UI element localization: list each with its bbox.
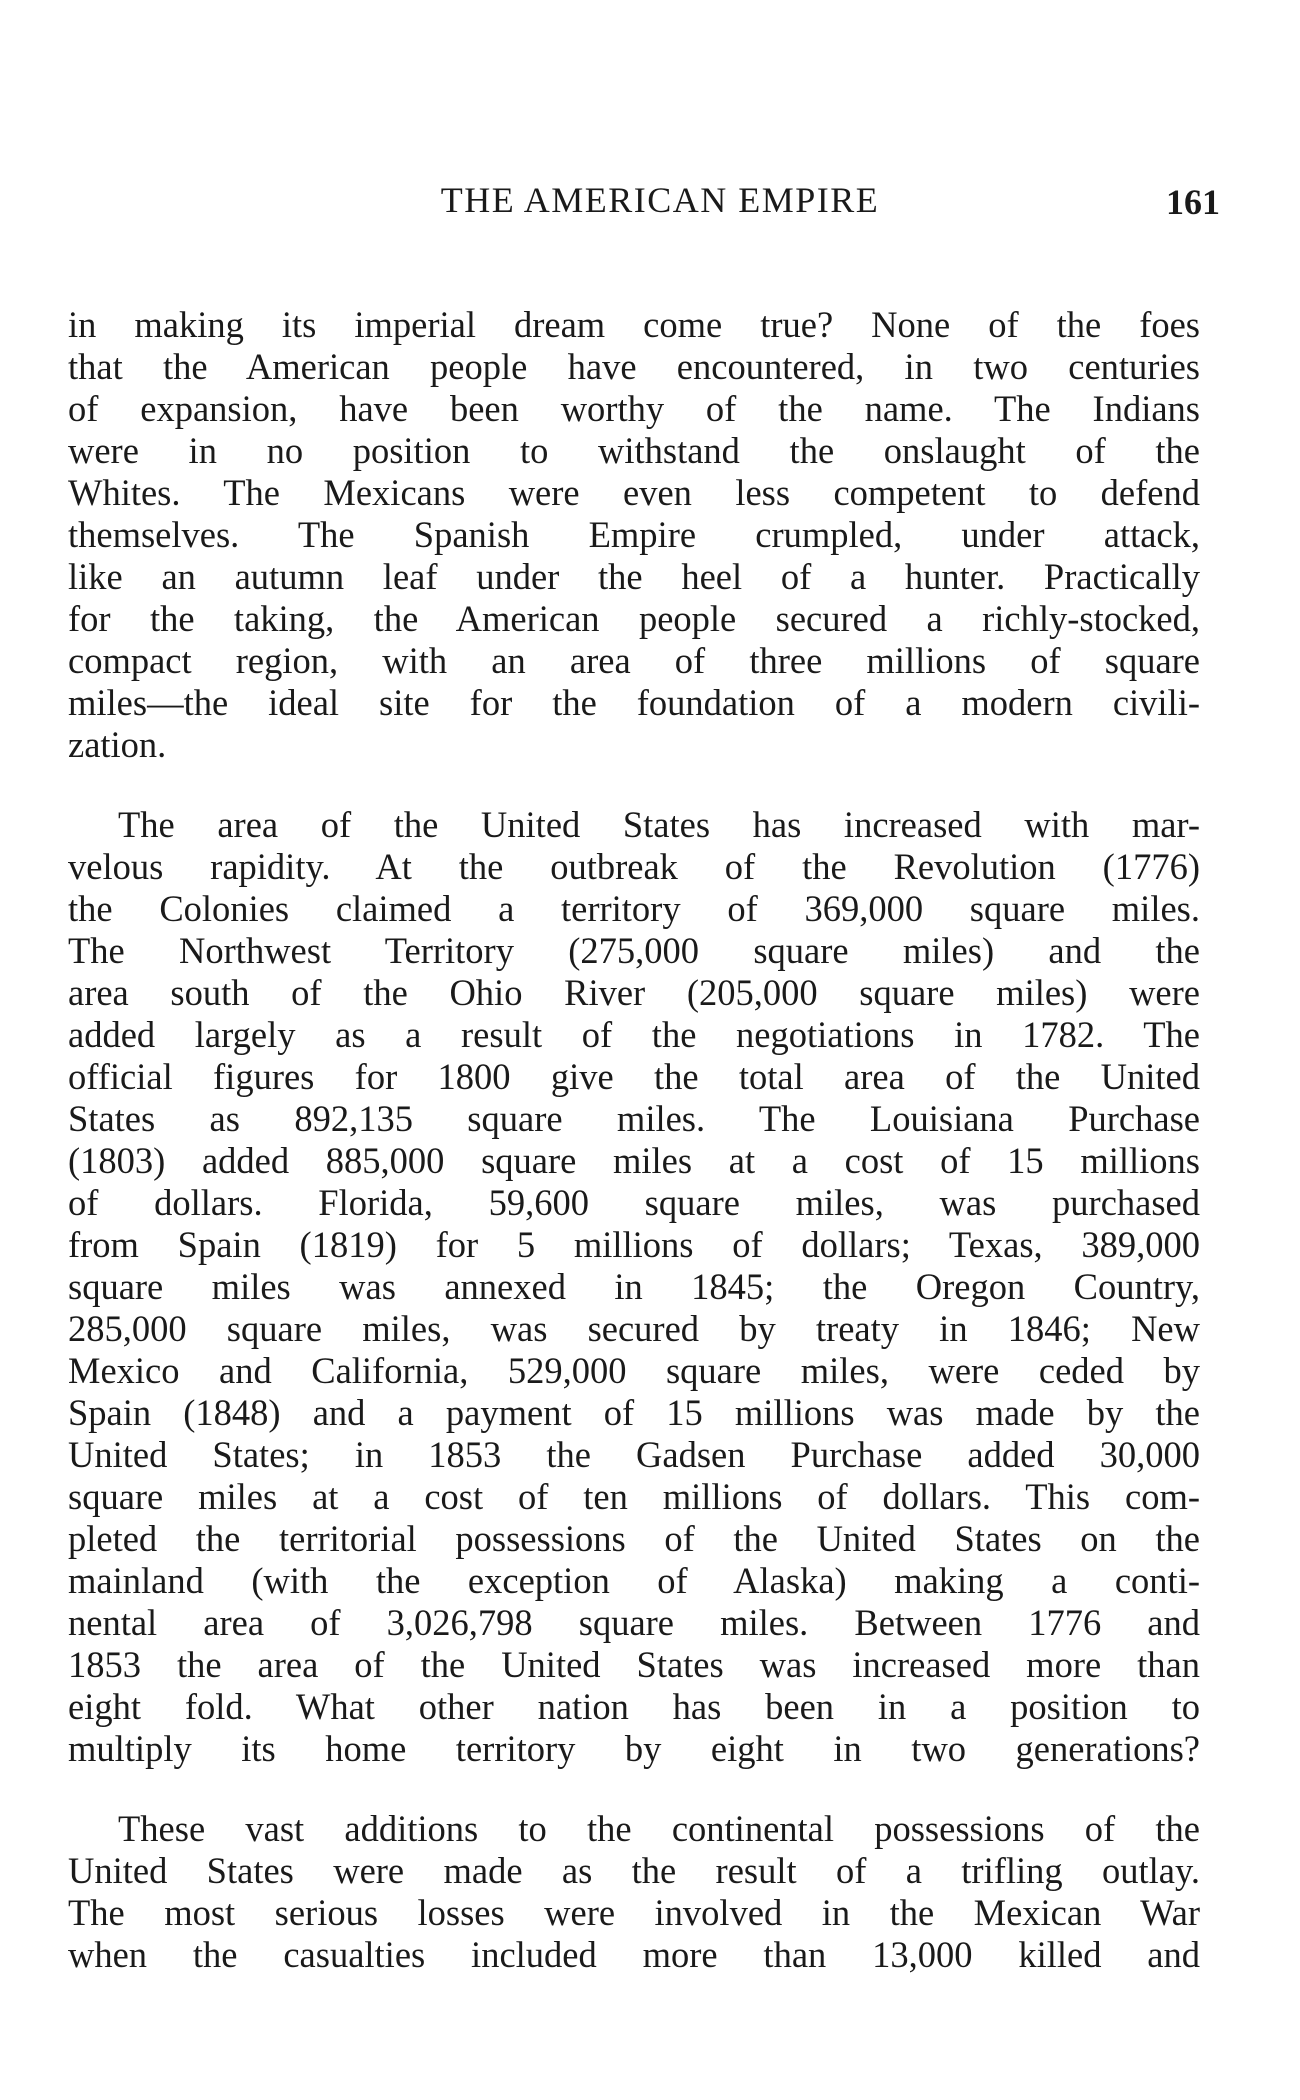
paragraph-2: [68, 804, 1200, 1770]
text-line: Spain (1848) and a payment of 15 millions was made by the: [68, 1392, 1200, 1433]
text-line: that the American people have encountered, in two centuries: [68, 346, 1200, 387]
text-line: United States; in 1853 the Gadsen Purchase added 30,000: [68, 1434, 1200, 1475]
text-line: velous rapidity. At the outbreak of the Revolution (1776): [68, 846, 1200, 887]
text-line: mainland (with the exception of Alaska) making a conti-: [68, 1560, 1200, 1601]
text-line: for the taking, the American people secured a richly-stocked,: [68, 598, 1200, 639]
page-header: [60, 176, 1220, 226]
text-line: 1853 the area of the United States was increased more than: [68, 1644, 1200, 1685]
text-line: themselves. The Spanish Empire crumpled, under attack,: [68, 514, 1200, 555]
text-line: These vast additions to the continental possessions of the: [118, 1808, 1200, 1849]
body-text: [68, 304, 1200, 2014]
text-line: the Colonies claimed a territory of 369,000 square miles.: [68, 888, 1200, 929]
text-line: multiply its home territory by eight in two generations?: [68, 1728, 1200, 1769]
page-number: 161: [1166, 182, 1220, 222]
text-line: square miles at a cost of ten millions of dollars. This com-: [68, 1476, 1200, 1517]
text-line: official figures for 1800 give the total area of the United: [68, 1056, 1200, 1097]
text-line: compact region, with an area of three millions of square: [68, 640, 1200, 681]
text-line: of dollars. Florida, 59,600 square miles, was purchased: [68, 1182, 1200, 1223]
paragraph-3: [68, 1808, 1200, 1976]
text-line: zation.: [68, 724, 167, 765]
paragraph-1: [68, 304, 1200, 766]
text-line: States as 892,135 square miles. The Louisiana Purchase: [68, 1098, 1200, 1139]
text-line: from Spain (1819) for 5 millions of dollars; Texas, 389,000: [68, 1224, 1200, 1265]
text-line: 285,000 square miles, was secured by treaty in 1846; New: [68, 1308, 1200, 1349]
text-line: (1803) added 885,000 square miles at a cost of 15 millions: [68, 1140, 1200, 1181]
text-line: of expansion, have been worthy of the name. The Indians: [68, 388, 1200, 429]
text-line: like an autumn leaf under the heel of a hunter. Practically: [68, 556, 1200, 597]
text-line: pleted the territorial possessions of the United States on the: [68, 1518, 1200, 1559]
text-line: when the casualties included more than 13,000 killed and: [68, 1934, 1200, 1975]
running-title: THE AMERICAN EMPIRE: [440, 180, 880, 220]
text-line: Whites. The Mexicans were even less competent to defend: [68, 472, 1200, 513]
text-line: miles—the ideal site for the foundation of a modern civili-: [68, 682, 1200, 723]
text-line: square miles was annexed in 1845; the Oregon Country,: [68, 1266, 1200, 1307]
text-line: The area of the United States has increased with mar-: [118, 804, 1200, 845]
text-line: area south of the Ohio River (205,000 square miles) were: [68, 972, 1200, 1013]
text-line: eight fold. What other nation has been in a position to: [68, 1686, 1200, 1727]
text-line: were in no position to withstand the onslaught of the: [68, 430, 1200, 471]
text-line: The most serious losses were involved in the Mexican War: [68, 1892, 1200, 1933]
text-line: United States were made as the result of a trifling outlay.: [68, 1850, 1200, 1891]
text-line: added largely as a result of the negotiations in 1782. The: [68, 1014, 1200, 1055]
text-line: nental area of 3,026,798 square miles. Between 1776 and: [68, 1602, 1200, 1643]
text-line: Mexico and California, 529,000 square miles, were ceded by: [68, 1350, 1200, 1391]
text-line: in making its imperial dream come true? None of the foes: [68, 304, 1200, 345]
text-line: The Northwest Territory (275,000 square miles) and the: [68, 930, 1200, 971]
